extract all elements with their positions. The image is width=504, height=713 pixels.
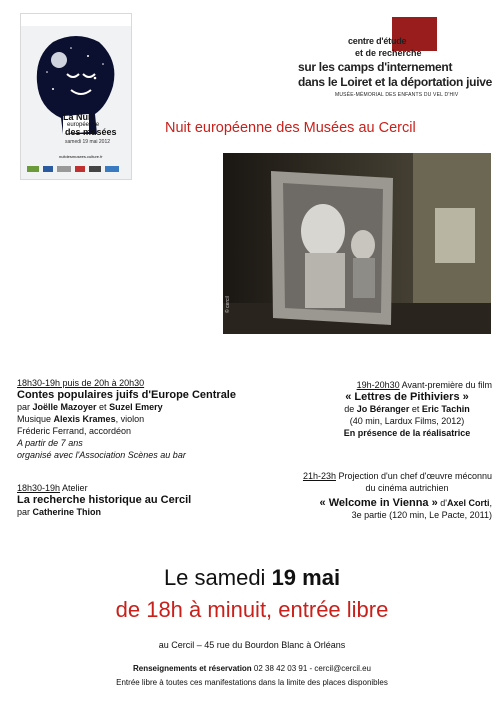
program-welcome-in-vienna <box>262 470 492 521</box>
event-photo <box>223 153 491 334</box>
program-line: Musique Alexis Krames, violon <box>17 414 145 424</box>
program-heading: « Lettres de Pithiviers » <box>345 391 469 403</box>
nuit-des-musees-poster <box>20 13 132 180</box>
program-line: 3e partie (120 min, Le Pacte, 2011) <box>351 510 492 520</box>
photo-girl-with-doll <box>223 153 491 334</box>
program-line: par Catherine Thion <box>17 507 102 517</box>
logo-line2: sur les camps d'internement <box>298 60 453 74</box>
program-line: de Jo Béranger et Eric Tachin <box>344 404 470 414</box>
logo-line4: MUSÉE-MÉMORIAL DES ENFANTS DU VEL D'HIV <box>335 92 459 98</box>
program-time-line: 18h30-19h Atelier <box>17 483 88 493</box>
poster-title-line2: européenne <box>67 122 100 128</box>
program-organiser: organisé avec l'Association Scènes au bar <box>17 450 186 460</box>
program-line: Fréderic Ferrand, accordéon <box>17 426 132 436</box>
poster-header-logos <box>21 14 131 26</box>
program-heading: La recherche historique au Cercil <box>17 494 192 506</box>
program-time-line: 21h-23h Projection d'un chef d'œuvre méconnu <box>302 471 492 481</box>
logo-line1: centre d'étude <box>348 36 407 46</box>
access-note: Entrée libre à toutes ces manifestations dans la limite des places disponibles <box>116 678 388 687</box>
program-heading-line: « Welcome in Vienna » d'Axel Corti, <box>319 497 492 509</box>
event-hours: de 18h à minuit, entrée libre <box>115 597 389 622</box>
page-title: Nuit européenne des Musées au Cercil <box>165 120 416 136</box>
program-time: 18h30-19h puis de 20h à 20h30 <box>17 378 145 388</box>
program-contes <box>17 377 257 461</box>
program-line: (40 min, Lardux Films, 2012) <box>349 416 465 426</box>
poster-title-line1: La Nuit <box>63 112 94 122</box>
cercil-logo <box>295 14 495 104</box>
event-date: Le samedi 19 mai <box>163 565 341 590</box>
poster-title-line3: des musées <box>65 127 117 137</box>
event-address: au Cercil – 45 rue du Bourdon Blanc à Orléans <box>158 640 346 650</box>
program-line: par Joëlle Mazoyer et Suzel Emery <box>17 402 163 412</box>
logo-line3: dans le Loiret et la déportation juive <box>298 75 492 89</box>
photo-credit: © cercil <box>225 296 231 313</box>
poster-url: nuitdesmusees.culture.fr <box>59 154 103 159</box>
program-atelier <box>17 482 257 518</box>
logo-line1b: et de recherche <box>355 48 422 58</box>
program-line: du cinéma autrichien <box>365 483 449 493</box>
contact-info: Renseignements et réservation 02 38 42 03 91 - cercil@cercil.eu <box>132 664 371 673</box>
program-time-line: 19h-20h30 Avant-première du film <box>356 380 492 390</box>
program-heading: Contes populaires juifs d'Europe Centrale <box>17 389 236 401</box>
poster-date: samedi 19 mai 2012 <box>65 139 111 145</box>
program-lettres-de-pithiviers <box>262 379 492 439</box>
poster-sponsor-logos <box>25 164 125 174</box>
program-line: En présence de la réalisatrice <box>343 428 471 438</box>
program-age: A partir de 7 ans <box>17 438 83 448</box>
